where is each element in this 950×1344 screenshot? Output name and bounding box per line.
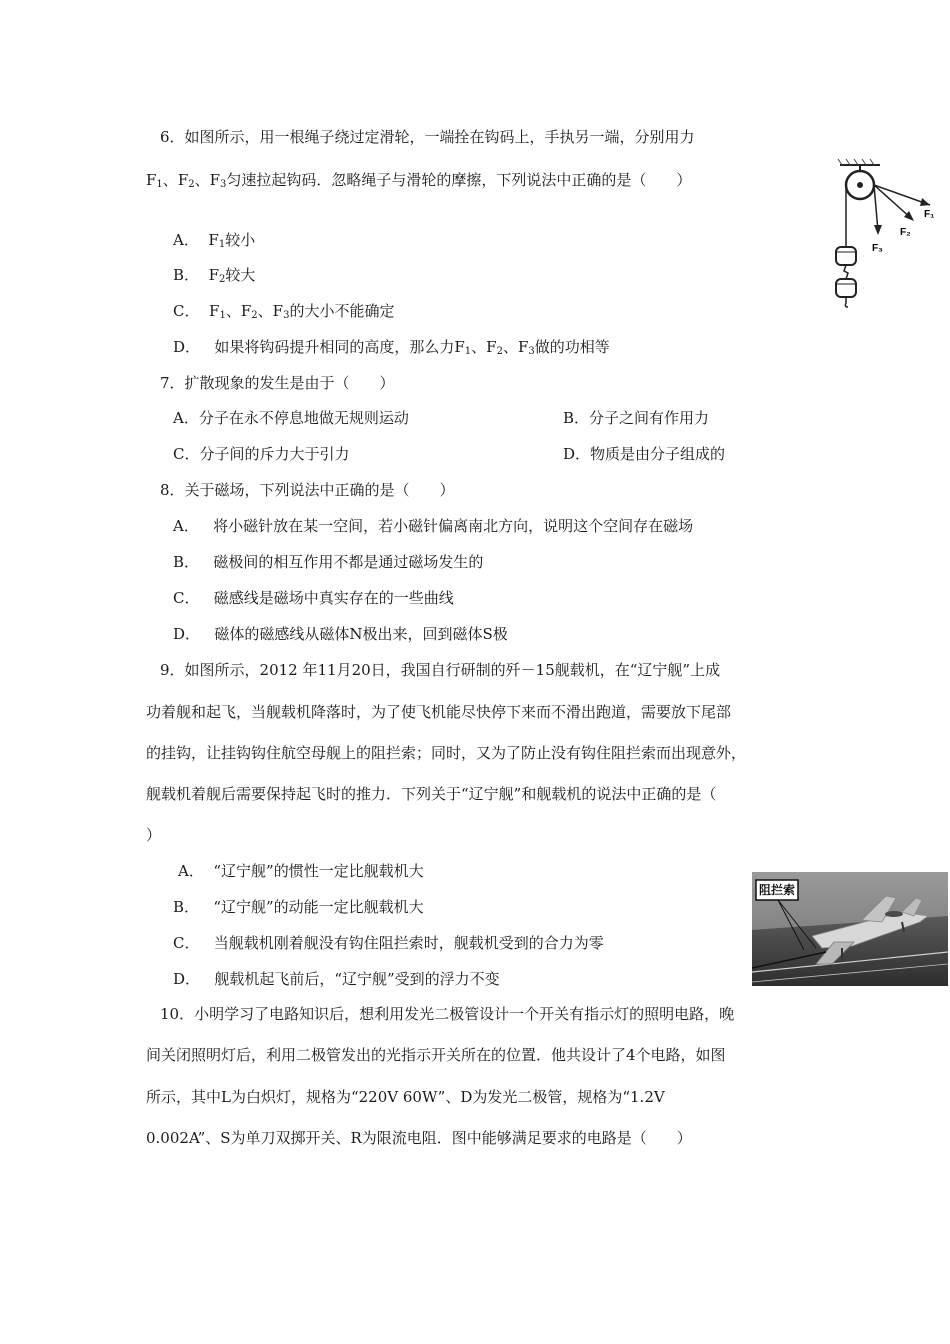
q7-option-a: A．分子在永不停息地做无规则运动 [173, 409, 409, 427]
q6-option-d: D． 如果将钩码提升相同的高度，那么力$F_1$、$F_2$、$F_3$做的功相等 [173, 338, 610, 357]
q7-option-b: B．分子之间有作用力 [563, 409, 710, 427]
q9-option-d: D． 舰载机起飞前后，“辽宁舰”受到的浮力不变 [173, 970, 500, 988]
q9-option-b: B． “辽宁舰”的动能一定比舰载机大 [173, 898, 424, 916]
q8-option-a: A． 将小磁针放在某一空间，若小磁针偏离南北方向，说明这个空间存在磁场 [173, 517, 694, 535]
q6-option-b: B． $F_2$较大 [173, 266, 256, 285]
hook-weights [836, 247, 856, 307]
q6-stem-line2: $F_1$、$F_2$、$F_3$匀速拉起钩码．忽略绳子与滑轮的摩擦，下列说法中正确的是（ ） [146, 171, 692, 190]
q8-option-d: D． 磁体的磁感线从磁体N极出来，回到磁体S极 [173, 625, 508, 643]
f1-label: F₁ [924, 209, 935, 220]
q7-stem: 7．扩散现象的发生是由于（ ） [160, 374, 395, 392]
q10-stem-line2: 间关闭照明灯后，利用二极管发出的光指示开关所在的位置．他共设计了4个电路，如图 [146, 1046, 726, 1064]
q7-option-d: D．物质是由分子组成的 [563, 445, 726, 463]
q10-stem-line3: 所示，其中L为白炽灯，规格为“220V 60W”、D为发光二极管，规格为“1.2V [146, 1088, 665, 1106]
q6-option-c: C． $F_1$、$F_2$、$F_3$的大小不能确定 [173, 302, 395, 321]
rope-f2 [874, 185, 912, 219]
pulley-figure [834, 155, 938, 315]
q9-option-c: C． 当舰载机刚着舰没有钩住阻拦索时，舰载机受到的合力为零 [173, 934, 604, 952]
ceiling-mount [838, 159, 880, 171]
q6-stem-line1: 6．如图所示，用一根绳子绕过定滑轮，一端拴在钩码上，手执另一端，分别用力 [160, 128, 695, 146]
q6-option-a: A． $F_1$较小 [173, 231, 256, 250]
q10-stem-line1: 10．小明学习了电路知识后，想利用发光二极管设计一个开关有指示灯的照明电路，晚 [160, 1005, 735, 1023]
q9-stem-line1: 9．如图所示，2012 年11月20日，我国自行研制的歼－15舰载机，在“辽宁舰”上成 [160, 661, 721, 679]
f2-label: F₂ [900, 227, 911, 238]
q8-stem: 8．关于磁场，下列说法中正确的是（ ） [160, 481, 455, 499]
q9-stem-line3: 的挂钩，让挂钩钩住航空母舰上的阻拦索；同时，又为了防止没有钩住阻拦索而出现意外， [146, 744, 747, 762]
q9-stem-line2: 功着舰和起飞，当舰载机降落时，为了使飞机能尽快停下来而不滑出跑道，需要放下尾部 [146, 703, 732, 721]
q8-option-c: C． 磁感线是磁场中真实存在的一些曲线 [173, 589, 454, 607]
q8-option-b: B． 磁极间的相互作用不都是通过磁场发生的 [173, 553, 484, 571]
carrier-jet-photo [752, 872, 948, 986]
q7-option-c: C．分子间的斥力大于引力 [173, 445, 350, 463]
rope-f3 [874, 185, 878, 231]
arresting-cable-label: 阻拦索 [758, 883, 796, 897]
q9-stem-line5: ） [146, 826, 162, 844]
q9-option-a: A． “辽宁舰”的惯性一定比舰载机大 [178, 862, 424, 880]
q10-stem-line4: 0.002A”、S为单刀双掷开关、R为限流电阻．图中能够满足要求的电路是（ ） [146, 1129, 692, 1147]
q9-stem-line4: 舰载机着舰后需要保持起飞时的推力．下列关于“辽宁舰”和舰载机的说法中正确的是（ [146, 785, 717, 803]
f3-label: F₃ [872, 243, 883, 254]
